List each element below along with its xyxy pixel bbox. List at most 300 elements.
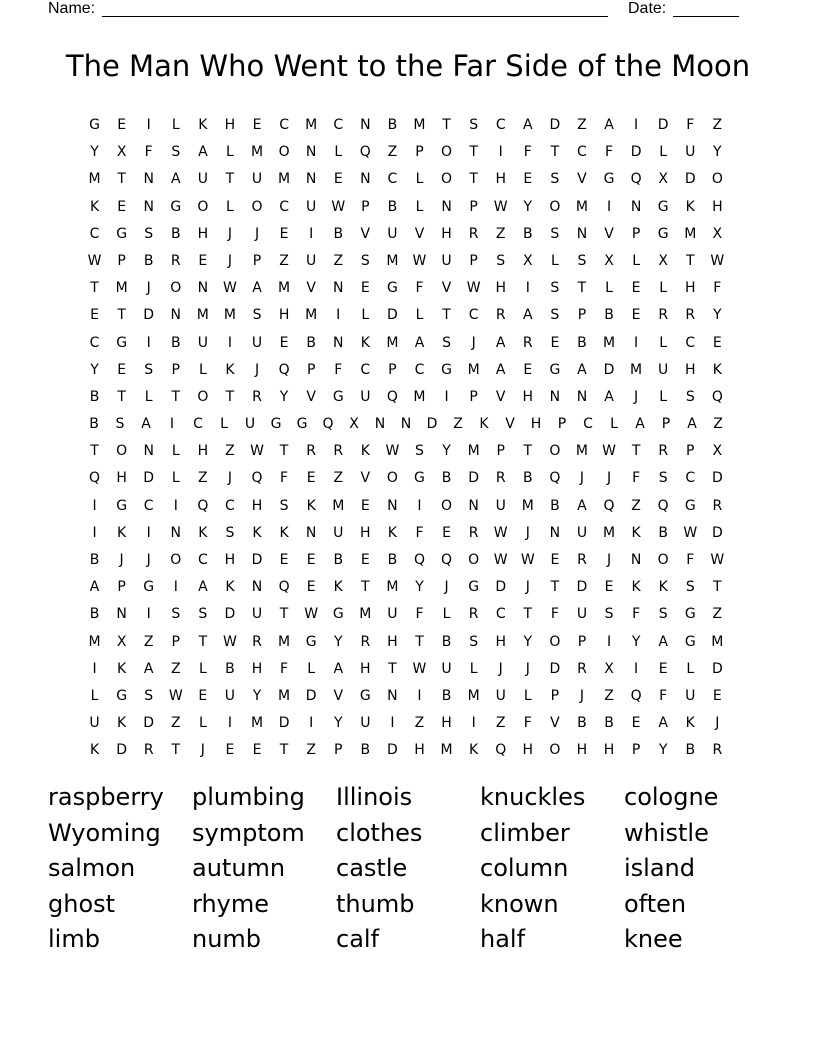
- grid-letter: T: [469, 144, 478, 161]
- grid-letter: N: [251, 579, 263, 596]
- grid-letter: E: [117, 117, 127, 133]
- grid-letter: F: [523, 144, 532, 161]
- grid-letter: C: [577, 144, 587, 161]
- grid-letter: T: [631, 443, 641, 460]
- grid-letter: M: [630, 361, 643, 378]
- grid-letter: M: [359, 606, 372, 623]
- grid-letter: G: [657, 225, 669, 242]
- grid-letter: Q: [386, 388, 398, 405]
- grid-letter: N: [441, 198, 452, 215]
- grid-letter: M: [386, 252, 399, 269]
- grid-row: [81, 359, 731, 386]
- grid-letter: J: [227, 470, 232, 487]
- name-label: Name:: [48, 0, 96, 17]
- grid-letter: I: [634, 334, 639, 351]
- grid-letter: W: [520, 552, 535, 568]
- grid-letter: Q: [495, 742, 507, 759]
- grid-letter: M: [332, 497, 345, 514]
- grid-letter: Y: [333, 715, 343, 732]
- grid-row: [81, 386, 731, 413]
- grid-letter: A: [604, 117, 614, 133]
- grid-letter: Z: [577, 117, 587, 133]
- grid-letter: X: [349, 416, 359, 433]
- word-item: knuckles: [480, 783, 586, 811]
- grid-letter: N: [387, 687, 398, 704]
- grid-letter: K: [658, 579, 668, 596]
- grid-letter: K: [117, 660, 127, 677]
- grid-letter: E: [550, 334, 560, 351]
- grid-letter: M: [467, 687, 480, 704]
- grid-letter: V: [360, 470, 371, 487]
- grid-letter: E: [712, 687, 722, 704]
- grid-letter: C: [197, 552, 208, 568]
- grid-letter: N: [333, 334, 344, 351]
- grid-letter: K: [360, 443, 370, 460]
- grid-letter: K: [198, 117, 208, 133]
- grid-letter: T: [225, 388, 235, 405]
- grid-letter: P: [631, 742, 641, 759]
- grid-letter: G: [116, 497, 128, 514]
- grid-letter: N: [549, 524, 561, 541]
- word-item: island: [624, 854, 695, 882]
- word-item: raspberry: [48, 783, 164, 811]
- word-item: Illinois: [336, 783, 413, 811]
- grid-letter: H: [495, 633, 506, 650]
- grid-letter: A: [495, 361, 506, 378]
- grid-letter: G: [332, 388, 344, 405]
- grid-letter: V: [495, 388, 506, 405]
- name-line: [102, 16, 608, 17]
- grid-letter: J: [606, 552, 612, 568]
- grid-letter: U: [360, 388, 371, 405]
- grid-letter: H: [197, 225, 209, 242]
- grid-letter: P: [661, 416, 671, 433]
- grid-letter: I: [309, 715, 314, 732]
- grid-letter: Z: [495, 715, 506, 732]
- grid-letter: Z: [414, 715, 425, 732]
- grid-letter: K: [685, 198, 695, 215]
- grid-letter: W: [602, 443, 616, 460]
- grid-letter: J: [471, 334, 476, 351]
- grid-letter: J: [579, 470, 585, 487]
- grid-letter: I: [227, 715, 232, 732]
- grid-letter: N: [387, 497, 398, 514]
- grid-letter: F: [280, 660, 289, 677]
- grid-letter: D: [224, 606, 236, 623]
- grid-letter: A: [414, 334, 425, 351]
- grid-letter: U: [685, 687, 696, 704]
- grid-letter: E: [631, 280, 641, 297]
- grid-letter: C: [468, 307, 479, 324]
- grid-letter: K: [360, 334, 370, 351]
- grid-letter: O: [116, 443, 128, 460]
- grid-letter: P: [117, 579, 126, 596]
- grid-letter: I: [309, 225, 314, 242]
- grid-letter: Q: [630, 171, 642, 188]
- grid-letter: T: [388, 660, 397, 677]
- grid-letter: S: [469, 117, 479, 133]
- grid-letter: I: [606, 633, 612, 650]
- grid-letter: E: [117, 198, 127, 215]
- grid-letter: T: [361, 579, 370, 596]
- grid-letter: W: [223, 280, 237, 297]
- grid-letter: I: [146, 334, 151, 351]
- grid-letter: I: [606, 198, 612, 215]
- grid-letter: U: [197, 334, 208, 351]
- grid-letter: D: [711, 524, 723, 541]
- grid-letter: F: [415, 606, 424, 623]
- grid-letter: E: [279, 552, 289, 568]
- word-item: Wyoming: [48, 818, 161, 847]
- grid-letter: K: [89, 198, 100, 215]
- grid-letter: W: [493, 198, 508, 215]
- grid-letter: K: [306, 497, 316, 514]
- grid-letter: Y: [658, 742, 668, 759]
- grid-letter: A: [170, 171, 181, 188]
- grid-letter: H: [530, 416, 542, 433]
- grid-letter: R: [712, 742, 723, 759]
- grid-letter: K: [117, 715, 127, 732]
- grid-letter: U: [244, 416, 256, 433]
- grid-letter: M: [386, 579, 399, 596]
- grid-letter: F: [415, 524, 424, 541]
- grid-letter: H: [712, 198, 723, 215]
- grid-letter: N: [143, 171, 154, 188]
- grid-letter: W: [710, 552, 725, 568]
- grid-letter: N: [360, 117, 371, 133]
- grid-letter: H: [387, 633, 398, 650]
- grid-letter: R: [495, 307, 506, 324]
- grid-letter: D: [630, 144, 642, 161]
- grid-letter: E: [252, 742, 262, 759]
- grid-letter: E: [306, 579, 316, 596]
- grid-letter: Q: [630, 687, 642, 704]
- grid-letter: S: [550, 307, 560, 324]
- grid-letter: G: [441, 361, 452, 378]
- grid-letter: N: [197, 280, 209, 297]
- grid-letter: S: [115, 416, 125, 433]
- grid-row: [81, 658, 731, 685]
- grid-letter: Q: [441, 552, 453, 568]
- grid-letter: W: [87, 252, 102, 269]
- grid-letter: D: [278, 715, 290, 732]
- grid-letter: C: [89, 334, 100, 351]
- grid-letter: C: [387, 171, 398, 188]
- grid-letter: M: [88, 171, 101, 188]
- grid-letter: R: [577, 660, 587, 677]
- grid-letter: U: [333, 524, 344, 541]
- grid-letter: E: [550, 552, 560, 568]
- word-item: rhyme: [192, 889, 270, 918]
- grid-letter: E: [117, 361, 127, 378]
- grid-letter: E: [225, 742, 235, 759]
- grid-letter: Z: [198, 470, 208, 487]
- grid-letter: G: [116, 687, 128, 704]
- grid-row: [81, 549, 731, 576]
- grid-letter: H: [522, 742, 534, 759]
- grid-row: [81, 685, 731, 712]
- grid-letter: B: [441, 633, 452, 650]
- word-item: castle: [336, 854, 408, 882]
- grid-letter: F: [632, 470, 641, 487]
- grid-letter: P: [388, 361, 397, 378]
- grid-letter: W: [412, 660, 427, 677]
- grid-letter: I: [634, 660, 639, 677]
- grid-letter: B: [550, 497, 560, 514]
- grid-letter: E: [712, 334, 722, 351]
- grid-letter: C: [495, 117, 506, 133]
- grid-letter: I: [525, 280, 530, 297]
- grid-letter: W: [385, 443, 400, 460]
- grid-letter: Z: [712, 606, 723, 623]
- word-item: climber: [480, 818, 570, 847]
- grid-letter: W: [493, 524, 508, 541]
- grid-letter: B: [387, 552, 398, 568]
- grid-letter: P: [171, 633, 180, 650]
- grid-letter: C: [225, 497, 235, 514]
- grid-letter: F: [550, 606, 559, 623]
- grid-letter: E: [252, 117, 262, 133]
- grid-letter: Y: [90, 361, 99, 378]
- grid-letter: X: [658, 171, 668, 188]
- grid-letter: D: [603, 361, 615, 378]
- word-item: clothes: [336, 818, 423, 847]
- grid-letter: A: [198, 144, 208, 161]
- grid-letter: W: [168, 687, 183, 704]
- grid-letter: N: [400, 416, 412, 433]
- grid-letter: L: [220, 416, 228, 433]
- grid-letter: L: [659, 144, 668, 161]
- grid-letter: J: [254, 225, 260, 242]
- grid-letter: G: [386, 280, 398, 297]
- grid-letter: Q: [603, 497, 615, 514]
- grid-letter: R: [333, 443, 344, 460]
- grid-letter: L: [469, 660, 478, 677]
- grid-letter: L: [605, 280, 613, 297]
- grid-letter: K: [387, 524, 397, 541]
- grid-letter: E: [631, 715, 641, 732]
- grid-letter: O: [197, 198, 209, 215]
- grid-letter: S: [658, 606, 668, 623]
- grid-letter: Z: [495, 225, 506, 242]
- grid-letter: A: [658, 715, 668, 732]
- grid-letter: F: [415, 280, 424, 297]
- grid-letter: T: [171, 388, 181, 405]
- grid-letter: T: [442, 117, 451, 133]
- word-item: salmon: [48, 854, 136, 882]
- grid-letter: Z: [170, 715, 181, 732]
- grid-letter: A: [198, 579, 208, 596]
- grid-letter: T: [685, 252, 695, 269]
- grid-letter: P: [171, 361, 180, 378]
- grid-letter: A: [577, 361, 587, 378]
- grid-letter: B: [170, 334, 181, 351]
- grid-letter: K: [712, 361, 722, 378]
- grid-letter: X: [116, 633, 127, 650]
- grid-letter: M: [278, 633, 291, 650]
- grid-letter: U: [360, 715, 371, 732]
- grid-letter: S: [252, 307, 262, 324]
- grid-letter: F: [632, 606, 641, 623]
- grid-letter: G: [270, 416, 282, 433]
- grid-letter: H: [684, 361, 696, 378]
- grid-letter: T: [279, 742, 289, 759]
- grid-letter: L: [442, 606, 451, 623]
- grid-letter: K: [225, 361, 235, 378]
- grid-letter: Z: [712, 117, 723, 133]
- grid-letter: Z: [225, 443, 235, 460]
- grid-letter: P: [252, 252, 262, 269]
- grid-row: [81, 522, 731, 549]
- grid-letter: S: [171, 144, 181, 161]
- grid-letter: M: [467, 361, 480, 378]
- grid-letter: Z: [387, 144, 398, 161]
- grid-letter: H: [522, 388, 534, 405]
- grid-letter: P: [496, 443, 505, 460]
- grid-row: [81, 739, 731, 766]
- grid-letter: B: [89, 552, 100, 568]
- grid-letter: P: [557, 416, 567, 433]
- grid-letter: K: [333, 579, 343, 596]
- word-item: knee: [624, 925, 683, 953]
- grid-letter: P: [469, 198, 478, 215]
- grid-letter: Z: [333, 252, 344, 269]
- grid-letter: C: [360, 361, 371, 378]
- grid-letter: D: [711, 470, 723, 487]
- grid-letter: R: [577, 552, 587, 568]
- grid-letter: S: [279, 497, 289, 514]
- grid-letter: F: [604, 144, 614, 161]
- grid-letter: N: [305, 144, 317, 161]
- grid-letter: I: [169, 416, 175, 433]
- grid-letter: H: [251, 660, 263, 677]
- grid-letter: D: [657, 117, 669, 133]
- grid-letter: B: [604, 715, 614, 732]
- grid-letter: O: [170, 280, 182, 297]
- grid-letter: D: [468, 470, 480, 487]
- grid-letter: R: [252, 633, 262, 650]
- grid-letter: W: [412, 252, 427, 269]
- grid-letter: W: [250, 443, 264, 460]
- grid-row: [81, 440, 731, 467]
- grid-letter: M: [575, 198, 588, 215]
- grid-letter: K: [89, 742, 100, 759]
- grid-letter: U: [576, 606, 588, 623]
- grid-letter: C: [685, 334, 696, 351]
- word-item: often: [624, 889, 687, 918]
- grid-letter: F: [144, 144, 153, 161]
- grid-letter: T: [415, 633, 424, 650]
- grid-letter: M: [602, 524, 616, 541]
- grid-letter: L: [361, 307, 370, 324]
- grid-letter: D: [387, 742, 398, 759]
- grid-letter: H: [360, 524, 371, 541]
- grid-row: [81, 304, 731, 331]
- grid-letter: C: [414, 361, 425, 378]
- grid-letter: O: [549, 742, 561, 759]
- grid-letter: Z: [453, 416, 463, 433]
- grid-letter: G: [170, 198, 182, 215]
- grid-letter: O: [657, 552, 669, 568]
- grid-letter: K: [279, 524, 289, 541]
- grid-letter: T: [117, 388, 126, 405]
- word-item: ghost: [48, 889, 116, 918]
- grid-letter: N: [630, 198, 642, 215]
- grid-letter: M: [575, 443, 588, 460]
- grid-letter: E: [198, 252, 208, 269]
- grid-letter: S: [604, 606, 614, 623]
- grid-letter: D: [143, 715, 155, 732]
- grid-letter: R: [685, 307, 696, 324]
- grid-letter: F: [523, 715, 532, 732]
- grid-letter: G: [414, 470, 425, 487]
- grid-letter: T: [469, 171, 478, 188]
- grid-letter: C: [279, 117, 289, 133]
- grid-letter: W: [304, 606, 319, 623]
- grid-letter: Z: [306, 742, 316, 759]
- grid-letter: A: [89, 579, 100, 596]
- grid-letter: D: [251, 552, 263, 568]
- word-item: whistle: [624, 818, 709, 847]
- grid-letter: A: [604, 388, 614, 405]
- grid-letter: I: [390, 715, 395, 732]
- grid-letter: G: [296, 416, 308, 433]
- grid-letter: L: [198, 660, 207, 677]
- grid-letter: B: [577, 715, 587, 732]
- grid-letter: S: [198, 606, 208, 623]
- grid-letter: V: [505, 416, 515, 433]
- grid-letter: J: [119, 552, 124, 568]
- grid-letter: M: [467, 443, 480, 460]
- grid-letter: G: [359, 687, 371, 704]
- grid-letter: S: [685, 579, 695, 596]
- grid-letter: A: [252, 280, 262, 297]
- grid-letter: E: [523, 171, 533, 188]
- grid-row: [81, 332, 731, 359]
- grid-letter: B: [577, 334, 587, 351]
- grid-letter: Q: [322, 416, 334, 433]
- grid-letter: D: [426, 416, 438, 433]
- grid-letter: I: [634, 117, 639, 133]
- grid-letter: C: [495, 606, 506, 623]
- grid-letter: Q: [197, 497, 209, 514]
- grid-letter: O: [468, 552, 480, 568]
- word-item: half: [480, 925, 526, 953]
- grid-letter: Q: [278, 579, 290, 596]
- grid-letter: T: [442, 307, 451, 324]
- grid-letter: G: [603, 171, 615, 188]
- grid-letter: N: [374, 416, 386, 433]
- grid-letter: B: [387, 198, 398, 215]
- grid-letter: Y: [713, 307, 722, 324]
- grid-letter: Y: [523, 198, 533, 215]
- grid-letter: R: [468, 225, 479, 242]
- grid-letter: L: [171, 117, 180, 133]
- grid-letter: V: [441, 280, 452, 297]
- grid-letter: Q: [413, 552, 425, 568]
- grid-letter: R: [495, 470, 506, 487]
- grid-letter: L: [334, 144, 343, 161]
- grid-letter: O: [170, 552, 182, 568]
- word-item: symptom: [192, 818, 305, 847]
- grid-letter: L: [90, 687, 99, 704]
- grid-letter: R: [170, 252, 181, 269]
- grid-letter: I: [417, 497, 422, 514]
- grid-letter: U: [441, 252, 452, 269]
- grid-letter: B: [333, 552, 344, 568]
- grid-letter: M: [278, 687, 291, 704]
- grid-letter: R: [522, 334, 533, 351]
